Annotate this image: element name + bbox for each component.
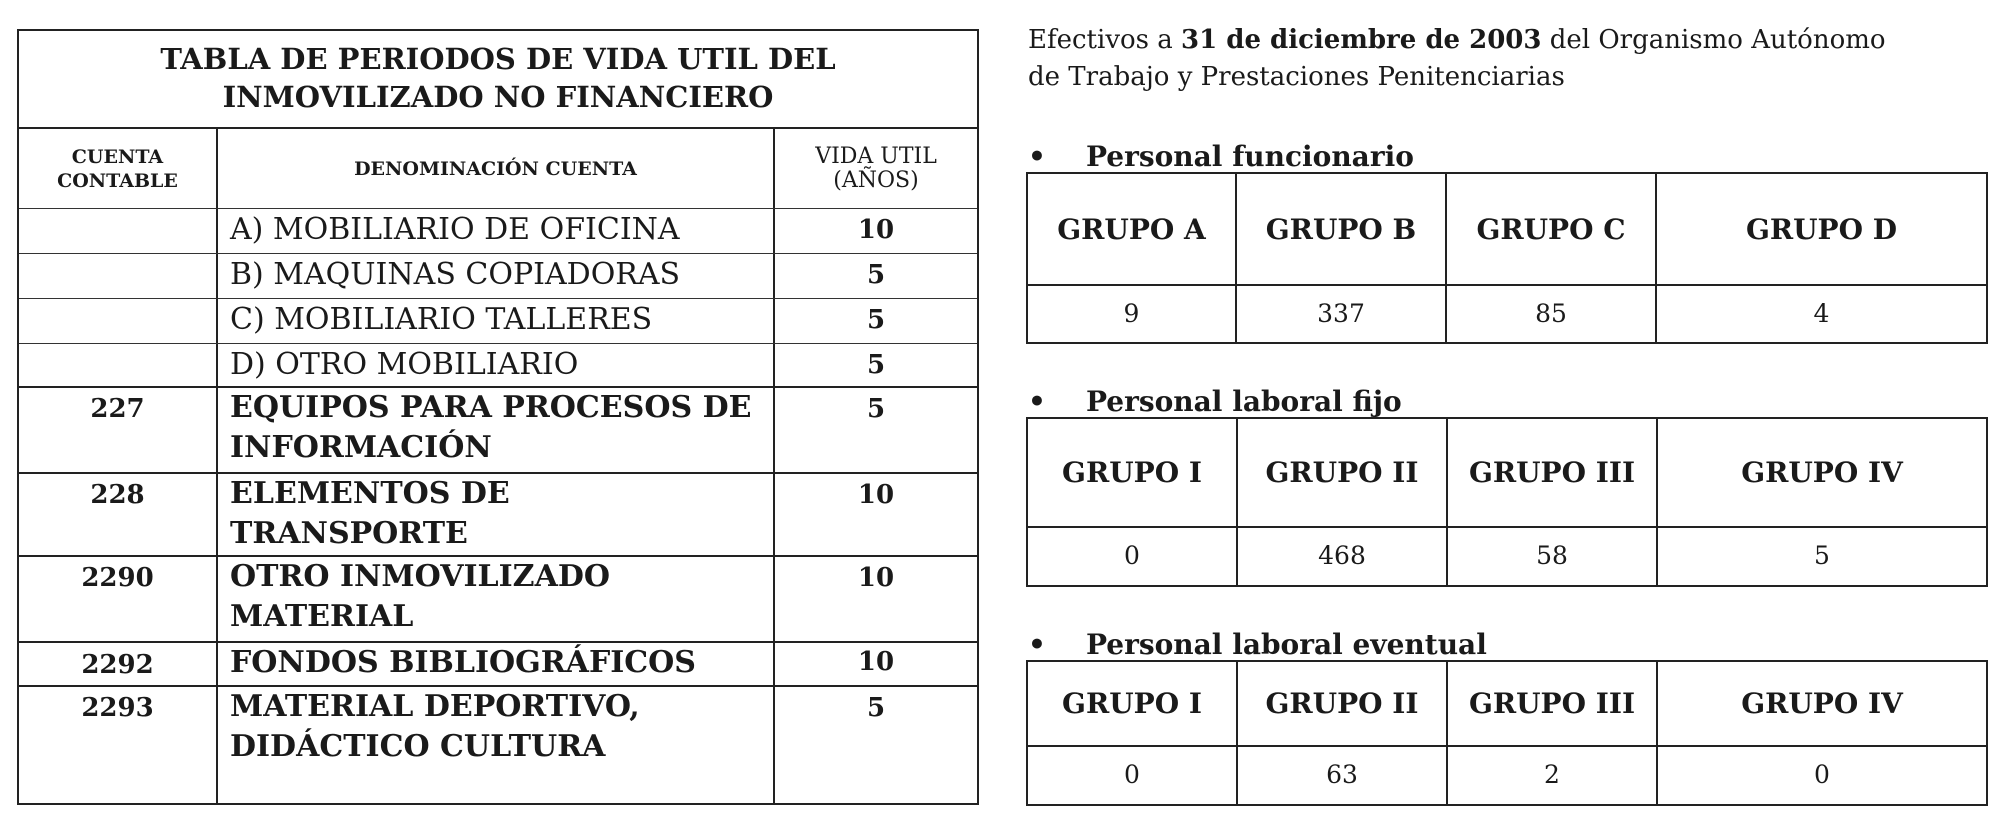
- bullet-icon: •: [1028, 628, 1046, 661]
- group-value-row: [1028, 526, 1986, 585]
- group-header-row: [1028, 174, 1986, 286]
- bullet-icon: •: [1028, 385, 1046, 418]
- table-row: [19, 254, 977, 299]
- denominacion-cell: B) MAQUINAS COPIADORAS: [218, 254, 775, 298]
- header-vida: [775, 129, 977, 208]
- header-cuenta: [19, 129, 218, 208]
- denominacion-cell: A) MOBILIARIO DE OFICINA: [218, 209, 775, 253]
- group-value-cell: 337: [1237, 284, 1447, 342]
- funcionario-table: [1026, 172, 1988, 344]
- header-vida-line1: VIDA UTIL: [815, 144, 937, 169]
- group-header-cell: GRUPO D: [1745, 212, 1898, 246]
- group-header-cell: GRUPO I: [1028, 419, 1238, 526]
- cuenta-cell: [19, 299, 218, 343]
- header-denominacion-label: DENOMINACIÓN CUENTA: [354, 158, 637, 180]
- denominacion-cell: [218, 474, 775, 555]
- group-header-cell: GRUPO C: [1447, 174, 1657, 284]
- title-line-2: INMOVILIZADO NO FINANCIERO: [222, 80, 774, 114]
- table-row: [19, 344, 977, 388]
- denominacion-line1: FONDOS BIBLIOGRÁFICOS: [230, 645, 696, 680]
- section-label: Personal funcionario: [1086, 140, 1414, 173]
- group-value-cell: 58: [1448, 526, 1658, 585]
- header-denominacion: [218, 129, 775, 208]
- vida-cell: 5: [866, 350, 886, 380]
- denominacion-cell: [218, 643, 775, 685]
- table-row: [19, 557, 977, 643]
- denominacion-line1: ELEMENTOS DE: [230, 476, 510, 511]
- group-header-cell: GRUPO I: [1028, 662, 1238, 745]
- cuenta-cell: 2292: [19, 643, 218, 685]
- denominacion-line2: MATERIAL: [230, 599, 414, 634]
- denominacion-cell: [218, 388, 775, 472]
- section-label: Personal laboral eventual: [1086, 628, 1487, 661]
- cuenta-cell: [19, 254, 218, 298]
- group-header-cell: GRUPO A: [1028, 174, 1237, 284]
- denominacion-line1: EQUIPOS PARA PROCESOS DE: [230, 390, 752, 425]
- table-row: [19, 299, 977, 344]
- group-value-cell: 4: [1813, 298, 1830, 328]
- denominacion-line2: INFORMACIÓN: [230, 430, 492, 465]
- section-title-laboral-fijo: [1028, 385, 1402, 418]
- laboral-fijo-table: [1026, 417, 1988, 587]
- cuenta-cell: 2290: [19, 557, 218, 641]
- title-line-1: TABLA DE PERIODOS DE VIDA UTIL DEL: [160, 42, 836, 76]
- intro-date: 31 de diciembre de 2003: [1181, 25, 1542, 55]
- table-title: [19, 31, 977, 129]
- group-header-cell: GRUPO IV: [1741, 456, 1903, 489]
- group-value-cell: 63: [1238, 745, 1448, 804]
- group-header-cell: GRUPO III: [1448, 662, 1658, 745]
- section-title-funcionario: [1028, 140, 1414, 173]
- table-row: [19, 474, 977, 557]
- group-header-cell: GRUPO IV: [1741, 687, 1903, 720]
- group-value-cell: 468: [1238, 526, 1448, 585]
- vida-cell: 10: [857, 563, 895, 593]
- header-cuenta-line2: CONTABLE: [57, 170, 178, 192]
- intro-paragraph: [1028, 22, 1998, 96]
- denominacion-line2: DIDÁCTICO CULTURA: [230, 729, 606, 764]
- denominacion-line2: TRANSPORTE: [230, 516, 468, 551]
- vida-cell: 5: [866, 260, 886, 290]
- group-value-cell: 0: [1028, 526, 1238, 585]
- vida-util-table: [17, 29, 979, 805]
- laboral-eventual-table: [1026, 660, 1988, 806]
- vida-cell: 5: [866, 305, 886, 335]
- group-value-cell: 85: [1447, 284, 1657, 342]
- denominacion-cell: C) MOBILIARIO TALLERES: [218, 299, 775, 343]
- group-header-row: [1028, 662, 1986, 747]
- group-value-cell: 0: [1814, 760, 1830, 789]
- vida-cell: 5: [866, 693, 886, 723]
- group-value-cell: 9: [1028, 284, 1237, 342]
- header-cuenta-line1: CUENTA: [71, 146, 164, 168]
- cuenta-cell: [19, 209, 218, 253]
- group-value-cell: 2: [1448, 745, 1658, 804]
- group-value-cell: 5: [1814, 541, 1830, 570]
- group-header-cell: GRUPO B: [1237, 174, 1447, 284]
- denominacion-cell: D) OTRO MOBILIARIO: [218, 344, 775, 386]
- table-row: [19, 687, 977, 803]
- group-value-row: [1028, 745, 1986, 804]
- header-vida-line2: (AÑOS): [833, 168, 919, 193]
- vida-cell: 10: [857, 480, 895, 510]
- denominacion-cell: [218, 687, 775, 803]
- table-row: [19, 643, 977, 687]
- group-header-cell: GRUPO II: [1238, 419, 1448, 526]
- cuenta-cell: 227: [19, 388, 218, 472]
- group-value-cell: 0: [1028, 745, 1238, 804]
- intro-prefix: Efectivos a: [1028, 25, 1182, 55]
- intro-line-1: [1028, 22, 1998, 59]
- cuenta-cell: 228: [19, 474, 218, 555]
- group-header-cell: GRUPO III: [1448, 419, 1658, 526]
- table-row: [19, 209, 977, 254]
- group-header-row: [1028, 419, 1986, 528]
- bullet-icon: •: [1028, 140, 1046, 173]
- vida-cell: 5: [866, 394, 886, 424]
- cuenta-cell: 2293: [19, 687, 218, 803]
- denominacion-line1: OTRO INMOVILIZADO: [230, 559, 610, 594]
- vida-cell: 10: [857, 647, 895, 677]
- intro-line-2: de Trabajo y Prestaciones Penitenciarias: [1028, 62, 1565, 92]
- denominacion-cell: [218, 557, 775, 641]
- group-header-cell: GRUPO II: [1238, 662, 1448, 745]
- denominacion-line1: MATERIAL DEPORTIVO,: [230, 689, 640, 724]
- section-label: Personal laboral fijo: [1086, 385, 1402, 418]
- vida-cell: 10: [857, 215, 895, 245]
- header-row: [19, 129, 977, 209]
- intro-suffix: del Organismo Autónomo: [1541, 25, 1886, 55]
- group-value-row: [1028, 284, 1986, 342]
- table-row: [19, 388, 977, 474]
- cuenta-cell: [19, 344, 218, 386]
- section-title-laboral-eventual: [1028, 628, 1487, 661]
